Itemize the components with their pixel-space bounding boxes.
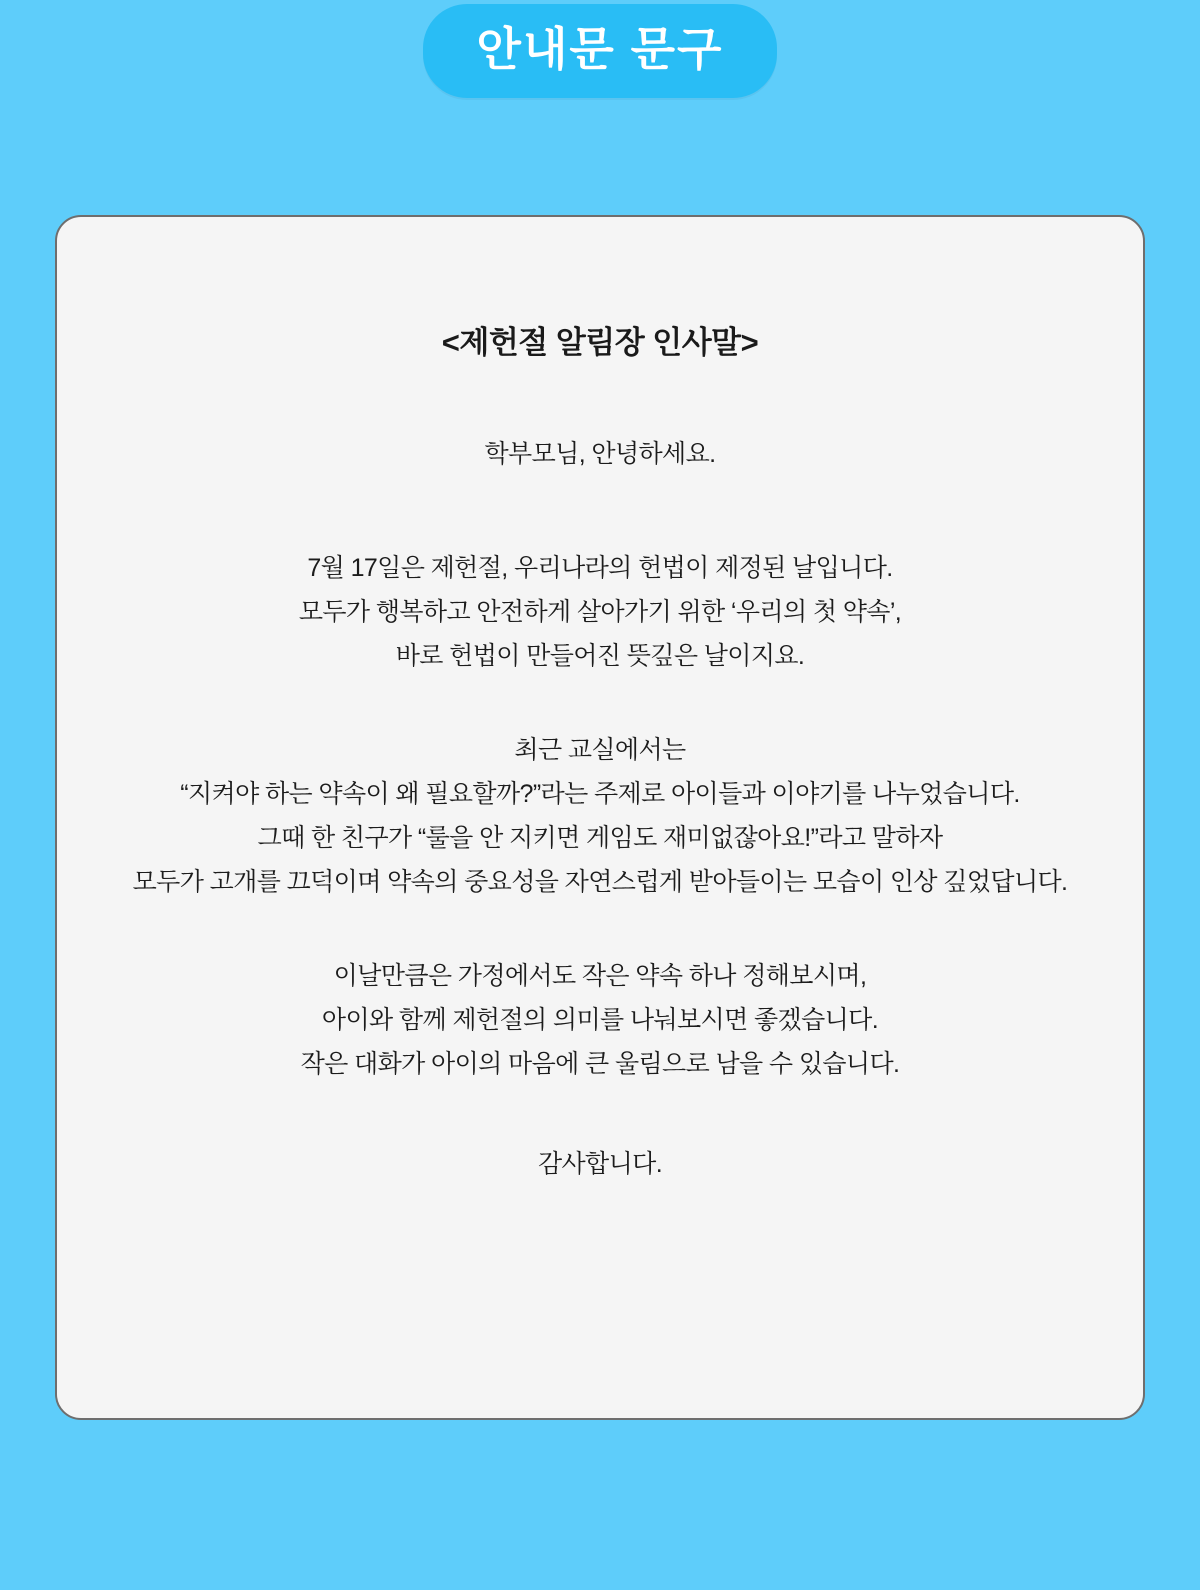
closing-line: 감사합니다. (537, 1150, 663, 1178)
greeting-line: 학부모님, 안녕하세요. (484, 440, 716, 468)
paragraph-2 (97, 728, 1103, 904)
paragraph-line: 최근 교실에서는 (514, 736, 686, 764)
notice-body (97, 362, 1103, 1186)
paragraph-line: 아이와 함께 제헌절의 의미를 나눠보시면 좋겠습니다. (321, 1006, 879, 1034)
page-title-badge: 안내문 문구 (423, 4, 778, 98)
paragraph-line: 그때 한 친구가 “룰을 안 지키면 게임도 재미없잖아요!”라고 말하자 (257, 824, 943, 852)
notice-title: <제헌절 알림장 인사말> (441, 325, 759, 360)
paragraph-line: 7월 17일은 제헌절, 우리나라의 헌법이 제정된 날입니다. (307, 554, 893, 582)
header (0, 0, 1200, 98)
notice-card (55, 215, 1145, 1420)
paragraph-line: 모두가 고개를 끄덕이며 약속의 중요성을 자연스럽게 받아들이는 모습이 인상 깊었답니다. (132, 868, 1068, 896)
paragraph-line: 바로 헌법이 만들어진 뜻깊은 날이지요. (395, 642, 805, 670)
paragraph-line: 모두가 행복하고 안전하게 살아가기 위한 ‘우리의 첫 약속’, (298, 598, 902, 626)
paragraph-3 (97, 954, 1103, 1086)
paragraph-line: “지켜야 하는 약속이 왜 필요할까?”라는 주제로 아이들과 이야기를 나누었습니다. (180, 780, 1020, 808)
paragraph-line: 작은 대화가 아이의 마음에 큰 울림으로 남을 수 있습니다. (300, 1050, 900, 1078)
paragraph-line: 이날만큼은 가정에서도 작은 약속 하나 정해보시며, (333, 962, 867, 990)
paragraph-1 (97, 546, 1103, 678)
